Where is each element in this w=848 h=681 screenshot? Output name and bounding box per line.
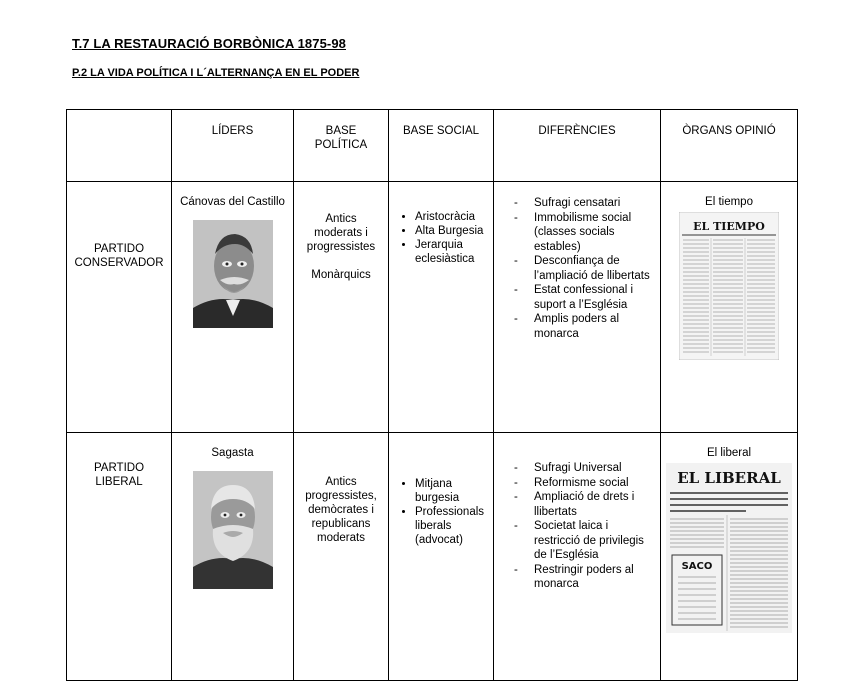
- newspaper-el-liberal: [666, 463, 792, 633]
- political-base-line: moderats i: [314, 227, 368, 239]
- list-item: - Immobilisme social (classes socials estables): [534, 211, 654, 255]
- political-base-line: demòcrates i: [308, 504, 374, 516]
- header-opinion-organs: ÒRGANS OPINIÓ: [661, 110, 798, 182]
- list-item: - Sufragi censatari: [534, 196, 654, 211]
- list-item: - Restringir poders al monarca: [534, 563, 654, 592]
- newspaper-masthead: EL LIBERAL: [677, 469, 781, 487]
- newspaper-el-tiempo: [679, 212, 779, 360]
- table-row: [67, 182, 798, 433]
- party-line: LIBERAL: [95, 476, 143, 488]
- party-line: PARTIDO: [93, 462, 145, 474]
- political-base-line: progressistes: [306, 241, 376, 253]
- list-item: - Societat laica i restricció de privilegis de l’Església: [534, 519, 654, 563]
- header-empty: [67, 110, 172, 182]
- organ-name: El tiempo: [705, 196, 753, 208]
- document-title: T.7 LA RESTAURACIÓ BORBÒNICA 1875-98: [72, 36, 346, 51]
- table-row: [67, 433, 798, 681]
- political-base-line: moderats: [317, 532, 365, 544]
- political-base-cell: [294, 182, 389, 433]
- opinion-organ-cell: [661, 433, 798, 681]
- political-base-line: progressistes,: [305, 490, 377, 502]
- header-leaders: LÍDERS: [172, 110, 294, 182]
- party-line: CONSERVADOR: [74, 257, 164, 269]
- leader-name: Sagasta: [211, 447, 254, 459]
- political-base-line: Antics: [325, 213, 357, 225]
- header-social-base: BASE SOCIAL: [389, 110, 494, 182]
- list-item: - Amplis poders al monarca: [534, 312, 654, 341]
- political-base-line: Antics: [325, 476, 357, 488]
- social-base-cell: [389, 182, 494, 433]
- list-item: • Aristocràcia: [415, 210, 487, 224]
- header-political-base: BASE POLÍTICA: [294, 110, 389, 182]
- leader-cell: [172, 182, 294, 433]
- opinion-organ-cell: [661, 182, 798, 433]
- document-subtitle: P.2 LA VIDA POLÍTICA I L´ALTERNANÇA EN EL PODER: [72, 67, 360, 79]
- parties-table: [66, 109, 798, 681]
- political-base-line: Monàrquics: [311, 269, 371, 281]
- newspaper-box-title: SACO: [681, 561, 713, 572]
- list-item: - Estat confessional i suport a l’Església: [534, 283, 654, 312]
- political-base-line: republicans: [311, 518, 371, 530]
- party-name: [67, 182, 172, 433]
- portrait-canovas: [193, 220, 273, 328]
- header-row: [67, 110, 798, 182]
- party-line: PARTIDO: [93, 243, 145, 255]
- list-item: • Jerarquia eclesiàstica: [415, 238, 487, 266]
- newspaper-masthead: EL TIEMPO: [693, 220, 765, 233]
- differences-cell: [494, 433, 661, 681]
- portrait-sagasta: [193, 471, 273, 589]
- list-item: - Desconfiança de l’ampliació de llibertats: [534, 254, 654, 283]
- list-item: - Ampliació de drets i llibertats: [534, 490, 654, 519]
- list-item: • Mitjana burgesia: [415, 477, 487, 505]
- list-item: - Reformisme social: [534, 476, 654, 491]
- party-name: [67, 433, 172, 681]
- list-item: - Sufragi Universal: [534, 461, 654, 476]
- organ-name: El liberal: [706, 447, 752, 459]
- leader-cell: [172, 433, 294, 681]
- header-differences: DIFERÈNCIES: [494, 110, 661, 182]
- list-item: • Professionals liberals (advocat): [415, 505, 487, 547]
- social-base-cell: [389, 433, 494, 681]
- political-base-cell: [294, 433, 389, 681]
- list-item: • Alta Burgesia: [415, 224, 487, 238]
- differences-cell: [494, 182, 661, 433]
- leader-name: Cánovas del Castillo: [180, 196, 285, 208]
